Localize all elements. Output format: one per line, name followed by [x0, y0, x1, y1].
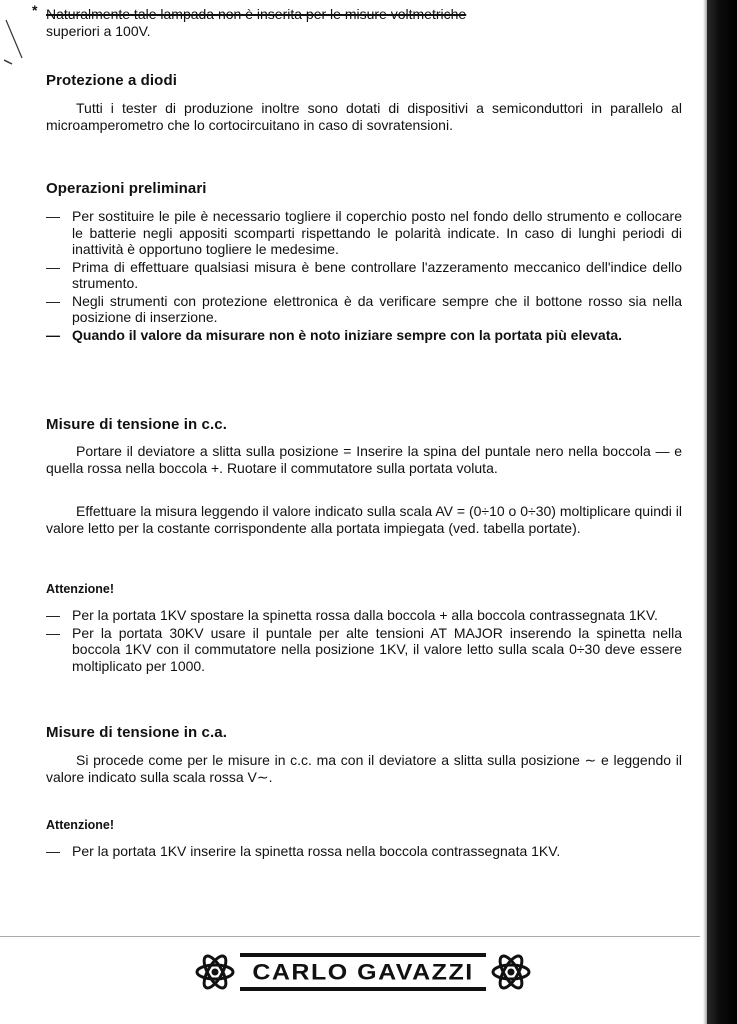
para-tensione-cc-1: Portare il deviatore a slitta sulla posizione = Inserire la spina del puntale nero nella boccola — e quella rossa nella boccola +. Ruotare il commutatore sulla portata voluta. [46, 443, 682, 476]
asterisk-mark: * [32, 2, 38, 18]
para-protezione-diodi: Tutti i tester di produzione inoltre sono dotati di dispositivi a semiconduttori in parallelo al microamperometro che lo cortocircuitano in caso di sovratensioni. [46, 100, 682, 133]
divider [0, 936, 700, 937]
list-attenzione-2 [46, 843, 682, 861]
list-item: — Per la portata 1KV inserire la spinetta rossa nella boccola contrassegnata 1KV. [46, 843, 561, 859]
atom-emblem-icon [194, 951, 236, 993]
list-operazioni-preliminari [46, 208, 682, 344]
list-item: — Per la portata 1KV spostare la spinetta rossa dalla boccola + alla boccola contrassegnata 1KV. [46, 607, 658, 623]
list-attenzione-1 [46, 607, 682, 675]
list-item: — Prima di effettuare qualsiasi misura è bene controllare l'azzeramento meccanico dell'indice dello strumento. [46, 258, 682, 291]
heading-protezione-diodi: Protezione a diodi [46, 72, 177, 89]
top-note-line2: superiori a 100V. [46, 23, 151, 39]
footer-logo [148, 948, 578, 996]
heading-tensione-cc: Misure di tensione in c.c. [46, 416, 227, 433]
brand-name: CARLO GAVAZZI [252, 958, 474, 985]
top-note [32, 2, 686, 40]
atom-emblem-icon [490, 951, 532, 993]
list-item: — Negli strumenti con protezione elettronica è da verificare sempre che il bottone rosso sia nella posizione di inserzione. [46, 292, 682, 325]
brand-box [240, 953, 485, 991]
heading-attenzione-2: Attenzione! [46, 818, 115, 832]
pen-mark-icon [4, 18, 26, 68]
heading-tensione-ca: Misure di tensione in c.a. [46, 724, 227, 741]
scan-edge [707, 0, 737, 1024]
list-item: — Per sostituire le pile è necessario togliere il coperchio posto nel fondo dello strumento e collocare le batterie negli appositi scomparti rispettando le polarità indicate. In caso di lunghi periodi di inattività è opportuno togliere le medesime. [46, 208, 682, 257]
heading-attenzione-1: Attenzione! [46, 582, 115, 596]
list-item: — Per la portata 30KV usare il puntale per alte tensioni AT MAJOR inserendo la spinetta nella boccola 1KV con il commutatore nella posizione 1KV, il valore letto sulla scala 0÷30 deve essere moltiplicato per 1000. [46, 624, 682, 674]
top-note-struck: Naturalmente tale lampada non è inserita per le misure voltmetriche [46, 6, 467, 22]
heading-operazioni-preliminari: Operazioni preliminari [46, 180, 207, 197]
para-tensione-cc-2: Effettuare la misura leggendo il valore indicato sulla scala AV = (0÷10 o 0÷30) moltiplicare quindi il valore letto per la costante corrispondente alla portata impiegata (ved. tabella portate). [46, 503, 682, 536]
para-tensione-ca: Si procede come per le misure in c.c. ma con il deviatore a slitta sulla posizione ∼ e leggendo il valore indicato sulla scala rossa V∼. [46, 752, 682, 785]
list-item: — Quando il valore da misurare non è noto iniziare sempre con la portata più elevata. [46, 326, 623, 343]
